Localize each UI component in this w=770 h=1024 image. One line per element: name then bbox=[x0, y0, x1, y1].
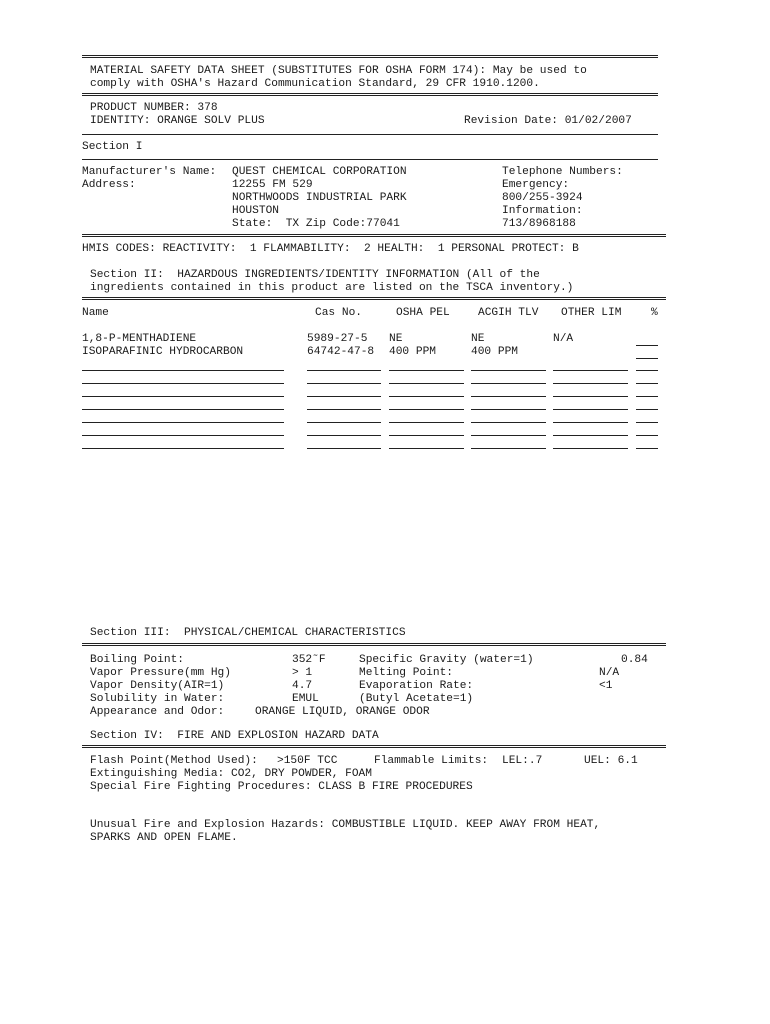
manufacturer-name: QUEST CHEMICAL CORPORATION bbox=[232, 166, 407, 178]
col-header-other: OTHER LIM bbox=[561, 307, 622, 319]
ingredient-acgih: NE bbox=[471, 333, 485, 345]
blank-field bbox=[82, 435, 284, 436]
revision-date: Revision Date: 01/02/2007 bbox=[464, 115, 632, 127]
address-line-1: 12255 FM 529 bbox=[232, 179, 313, 191]
col-header-osha: OSHA PEL bbox=[396, 307, 450, 319]
melting-point-label: Melting Point: bbox=[359, 667, 453, 679]
blank-field bbox=[389, 409, 464, 410]
blank-field bbox=[389, 448, 464, 449]
appearance-label: Appearance and Odor: bbox=[90, 706, 225, 718]
information-number: 713/8968188 bbox=[502, 218, 576, 230]
ingredient-acgih: 400 PPM bbox=[471, 346, 518, 358]
blank-field bbox=[82, 422, 284, 423]
special-fire-procedures: Special Fire Fighting Procedures: CLASS B FIRE PROCEDURES bbox=[90, 781, 473, 793]
boiling-point-label: Boiling Point: bbox=[90, 654, 184, 666]
vapor-pressure-value: > 1 bbox=[292, 667, 313, 679]
boiling-point-value: 352˜F bbox=[292, 654, 326, 666]
divider bbox=[82, 93, 658, 96]
blank-field bbox=[553, 448, 628, 449]
section-2-heading-2: ingredients contained in this product are listed on the TSCA inventory.) bbox=[90, 282, 574, 294]
hmis-codes: HMIS CODES: REACTIVITY: 1 FLAMMABILITY: 2 HEALTH: 1 PERSONAL PROTECT: B bbox=[82, 243, 579, 255]
appearance-value: ORANGE LIQUID, ORANGE ODOR bbox=[255, 706, 430, 718]
ingredient-name: ISOPARAFINIC HYDROCARBON bbox=[82, 346, 244, 358]
divider bbox=[82, 745, 666, 748]
lel-value: LEL:.7 bbox=[502, 755, 543, 767]
blank-field bbox=[636, 422, 658, 423]
evaporation-rate-label: Evaporation Rate: bbox=[359, 680, 474, 692]
flash-point-value: >150F TCC bbox=[277, 755, 338, 767]
ingredient-cas: 64742-47-8 bbox=[307, 346, 375, 358]
solubility-label: Solubility in Water: bbox=[90, 693, 225, 705]
blank-field bbox=[389, 435, 464, 436]
blank-field bbox=[636, 370, 658, 371]
address-line-3: HOUSTON bbox=[232, 205, 279, 217]
blank-field bbox=[471, 370, 546, 371]
melting-point-value: N/A bbox=[599, 667, 620, 679]
divider bbox=[82, 234, 666, 237]
manufacturer-label: Manufacturer's Name: bbox=[82, 166, 217, 178]
extinguishing-media: Extinguishing Media: CO2, DRY POWDER, FOAM bbox=[90, 768, 372, 780]
solubility-value: EMUL bbox=[292, 693, 319, 705]
product-number: PRODUCT NUMBER: 378 bbox=[90, 102, 218, 114]
address-label: Address: bbox=[82, 179, 136, 191]
section-3-heading: Section III: PHYSICAL/CHEMICAL CHARACTERISTICS bbox=[90, 627, 406, 639]
emergency-number: 800/255-3924 bbox=[502, 192, 583, 204]
section-1-heading: Section I bbox=[82, 141, 143, 153]
blank-field bbox=[636, 409, 658, 410]
specific-gravity-label: Specific Gravity (water=1) bbox=[359, 654, 534, 666]
vapor-density-label: Vapor Density(AIR=1) bbox=[90, 680, 225, 692]
ingredient-name: 1,8-P-MENTHADIENE bbox=[82, 333, 197, 345]
blank-field bbox=[636, 383, 658, 384]
flash-point-label: Flash Point(Method Used): bbox=[90, 755, 258, 767]
blank-field bbox=[82, 370, 284, 371]
section-2-heading-1: Section II: HAZARDOUS INGREDIENTS/IDENTITY INFORMATION (All of the bbox=[90, 269, 540, 281]
butyl-acetate-label: (Butyl Acetate=1) bbox=[359, 693, 474, 705]
blank-field bbox=[471, 409, 546, 410]
blank-field bbox=[389, 383, 464, 384]
divider bbox=[82, 297, 666, 300]
unusual-hazards-line-2: SPARKS AND OPEN FLAME. bbox=[90, 832, 238, 844]
phone-label: Telephone Numbers: bbox=[502, 166, 623, 178]
ingredient-other: N/A bbox=[553, 333, 574, 345]
col-header-cas: Cas No. bbox=[315, 307, 362, 319]
blank-field bbox=[82, 383, 284, 384]
unusual-hazards-line-1: Unusual Fire and Explosion Hazards: COMBUSTIBLE LIQUID. KEEP AWAY FROM HEAT, bbox=[90, 819, 601, 831]
blank-field bbox=[553, 409, 628, 410]
ingredient-cas: 5989-27-5 bbox=[307, 333, 368, 345]
blank-field bbox=[307, 370, 381, 371]
blank-field bbox=[389, 422, 464, 423]
col-header-name: Name bbox=[82, 307, 109, 319]
blank-field bbox=[82, 448, 284, 449]
blank-field bbox=[307, 448, 381, 449]
blank-field bbox=[307, 396, 381, 397]
blank-field bbox=[307, 383, 381, 384]
specific-gravity-value: 0.84 bbox=[621, 654, 648, 666]
uel-value: UEL: 6.1 bbox=[584, 755, 638, 767]
emergency-label: Emergency: bbox=[502, 179, 570, 191]
blank-field bbox=[636, 396, 658, 397]
blank-field bbox=[307, 422, 381, 423]
address-line-2: NORTHWOODS INDUSTRIAL PARK bbox=[232, 192, 407, 204]
blank-field bbox=[307, 409, 381, 410]
blank-field bbox=[636, 435, 658, 436]
blank-field bbox=[553, 396, 628, 397]
evaporation-rate-value: <1 bbox=[599, 680, 613, 692]
ingredient-osha: NE bbox=[389, 333, 403, 345]
blank-field bbox=[553, 383, 628, 384]
ingredient-osha: 400 PPM bbox=[389, 346, 436, 358]
blank-field bbox=[636, 358, 658, 359]
blank-field bbox=[471, 396, 546, 397]
divider bbox=[82, 134, 658, 135]
blank-field bbox=[636, 448, 658, 449]
col-header-pct: % bbox=[651, 307, 658, 319]
blank-field bbox=[636, 345, 658, 346]
blank-field bbox=[471, 448, 546, 449]
blank-field bbox=[82, 409, 284, 410]
address-line-4: State: TX Zip Code:77041 bbox=[232, 218, 400, 230]
divider bbox=[82, 643, 666, 646]
col-header-acgih: ACGIH TLV bbox=[478, 307, 539, 319]
title-line-2: comply with OSHA's Hazard Communication Standard, 29 CFR 1910.1200. bbox=[90, 78, 540, 90]
blank-field bbox=[471, 383, 546, 384]
blank-field bbox=[389, 396, 464, 397]
blank-field bbox=[82, 396, 284, 397]
blank-field bbox=[553, 370, 628, 371]
divider bbox=[82, 55, 658, 58]
title-line-1: MATERIAL SAFETY DATA SHEET (SUBSTITUTES FOR OSHA FORM 174): May be used to bbox=[90, 65, 587, 77]
identity: IDENTITY: ORANGE SOLV PLUS bbox=[90, 115, 265, 127]
vapor-density-value: 4.7 bbox=[292, 680, 313, 692]
blank-field bbox=[471, 435, 546, 436]
information-label: Information: bbox=[502, 205, 583, 217]
blank-field bbox=[389, 370, 464, 371]
flammable-limits-label: Flammable Limits: bbox=[374, 755, 489, 767]
blank-field bbox=[307, 435, 381, 436]
blank-field bbox=[553, 435, 628, 436]
section-4-heading: Section IV: FIRE AND EXPLOSION HAZARD DATA bbox=[90, 730, 379, 742]
blank-field bbox=[553, 422, 628, 423]
vapor-pressure-label: Vapor Pressure(mm Hg) bbox=[90, 667, 231, 679]
blank-field bbox=[471, 422, 546, 423]
divider bbox=[82, 159, 658, 160]
